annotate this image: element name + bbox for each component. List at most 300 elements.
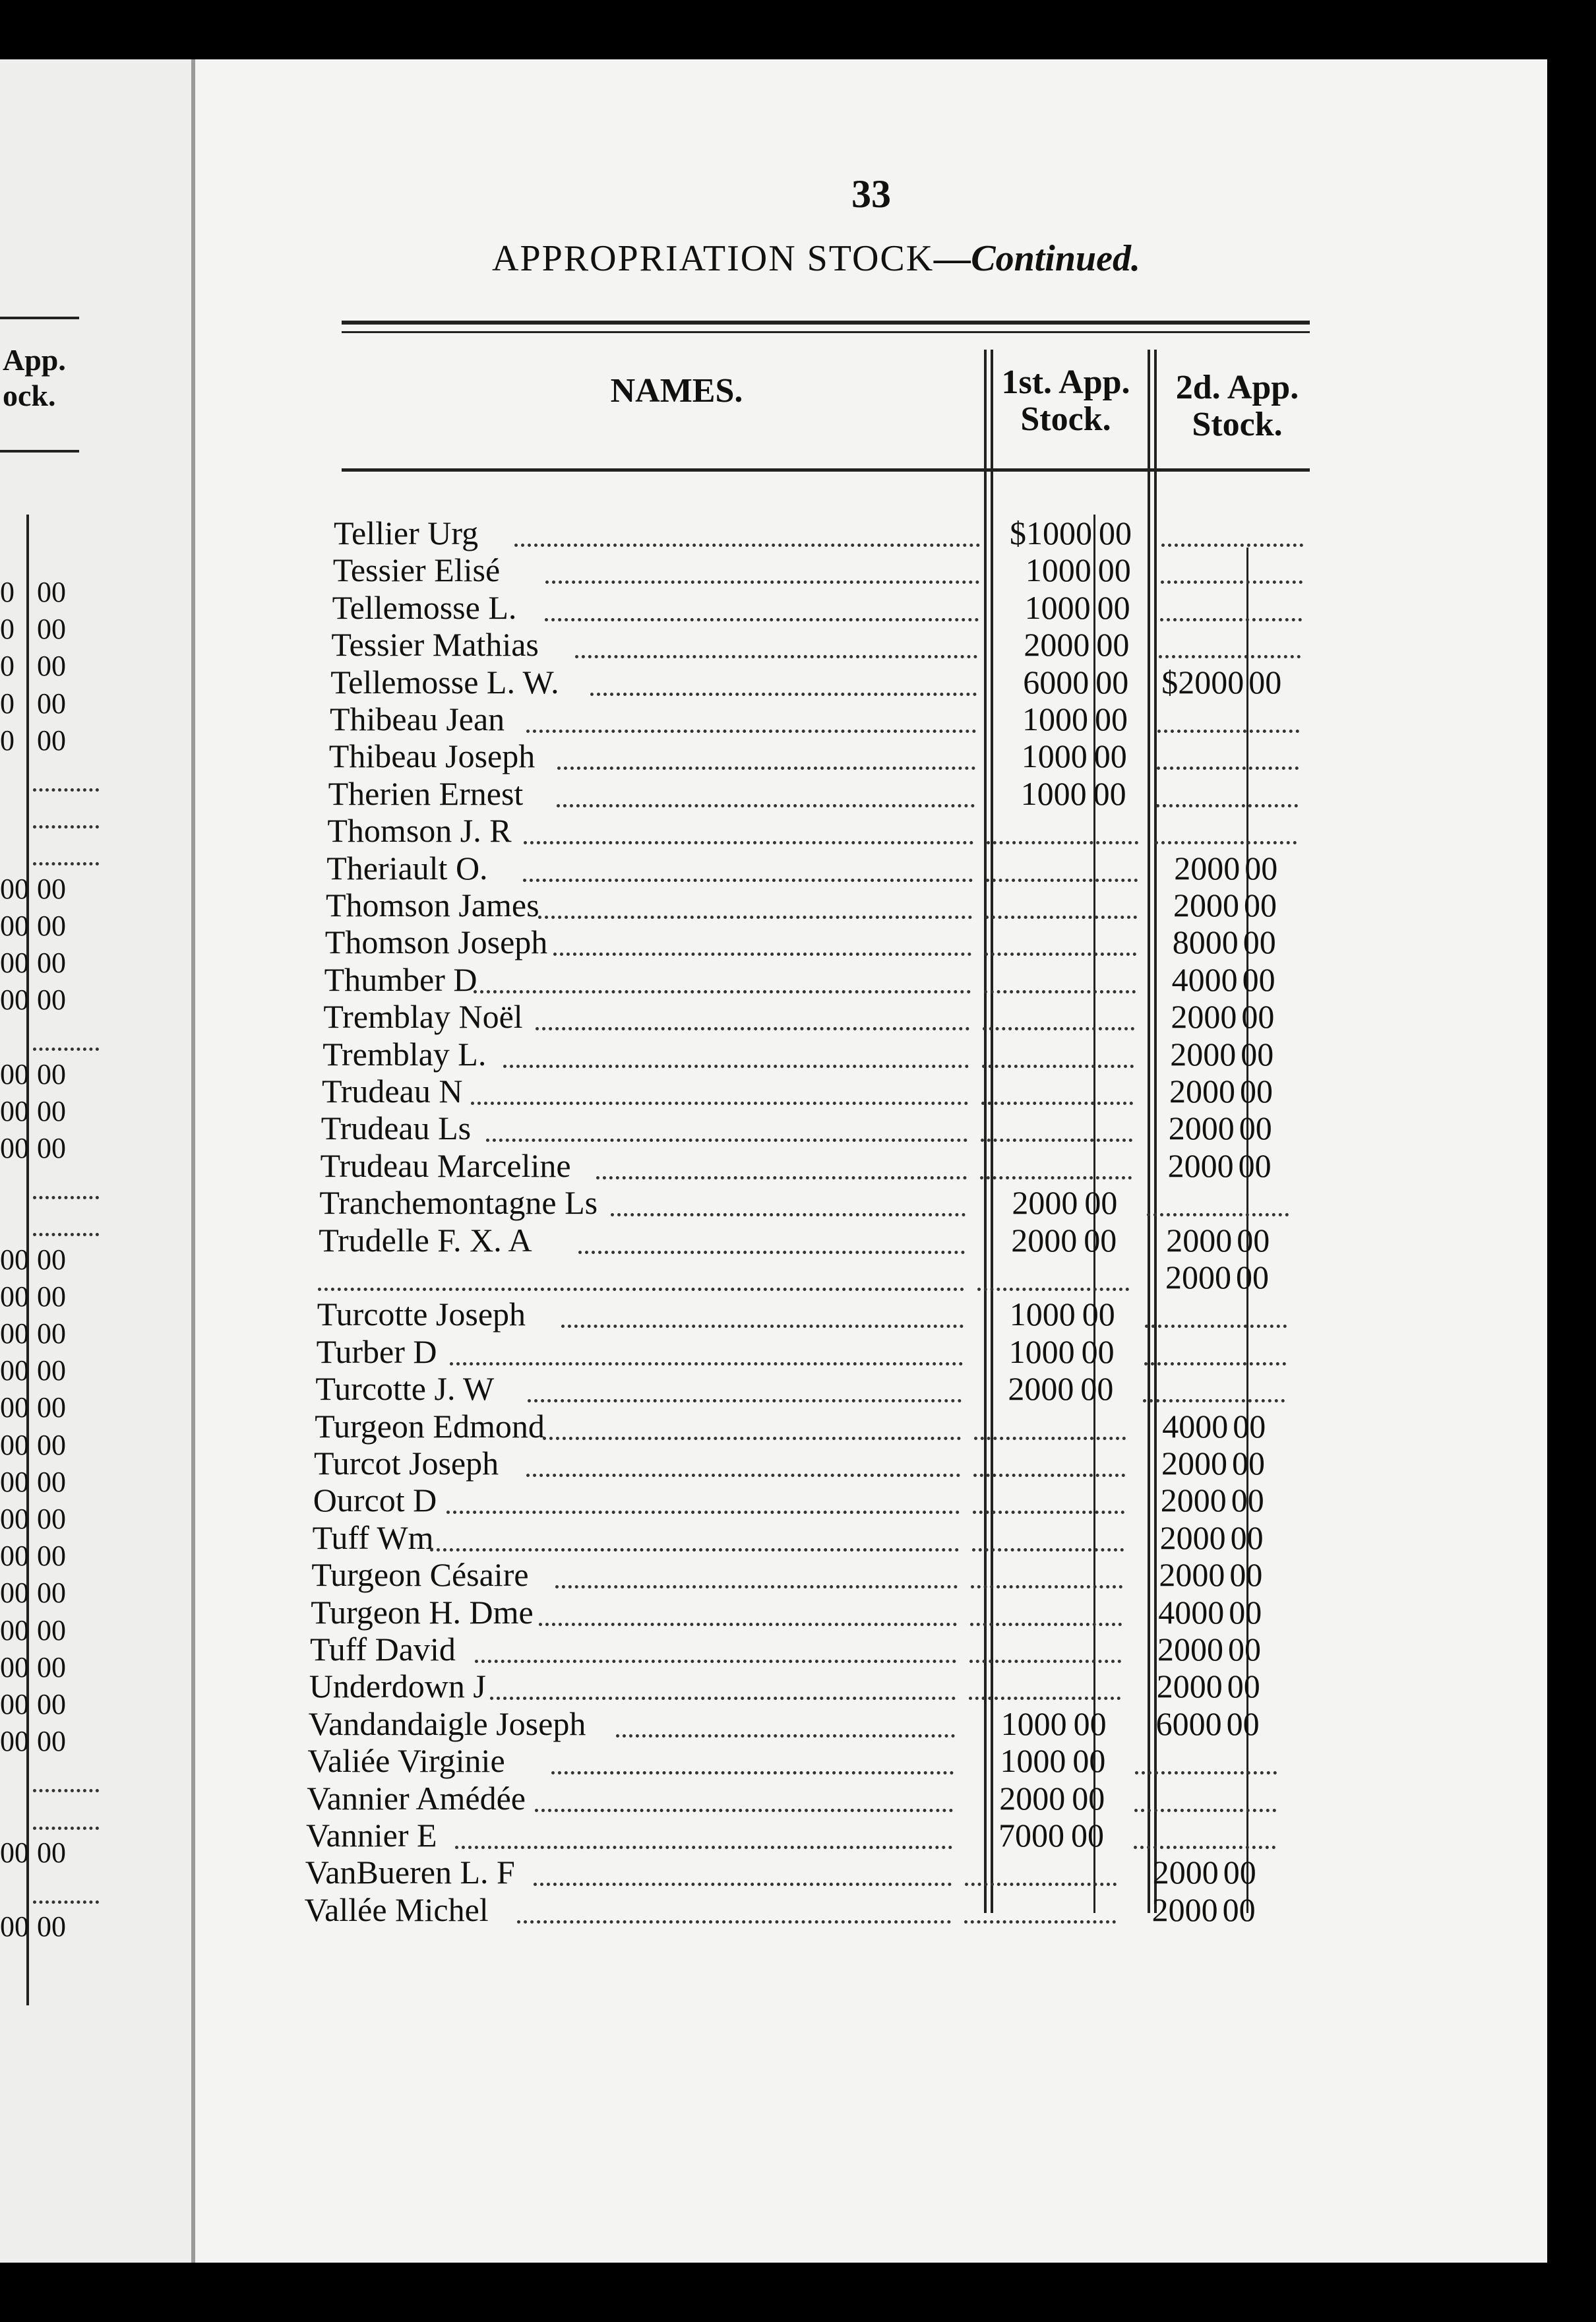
row-leader-dots xyxy=(545,615,979,621)
row-leader-dots xyxy=(590,690,977,696)
facing-page-amount: 00 xyxy=(0,1280,29,1313)
facing-page-amount: 0 xyxy=(0,576,15,608)
facing-page-row xyxy=(0,1649,198,1686)
first-app-empty-dots xyxy=(981,1099,1133,1105)
facing-page-amount: 0 xyxy=(0,613,15,646)
facing-page-row xyxy=(0,1723,198,1760)
row-name: Tellemosse L. W. xyxy=(330,663,559,701)
row-leader-dots xyxy=(553,950,971,956)
facing-page-cents: 00 xyxy=(37,1094,66,1127)
second-app-cents: 00 xyxy=(1223,1854,1256,1891)
second-app-amount: 2000 xyxy=(1157,1631,1223,1668)
table-row xyxy=(334,515,1323,551)
first-app-amount: $1000 xyxy=(1010,515,1092,551)
facing-page-cents: 00 xyxy=(37,1725,66,1758)
facing-page-empty-dots xyxy=(33,1786,99,1792)
facing-page-row xyxy=(0,833,198,870)
second-app-cents: 00 xyxy=(1248,663,1282,701)
row-leader-dots xyxy=(475,1657,956,1663)
first-app-empty-dots xyxy=(977,1285,1129,1291)
row-name: Tellier Urg xyxy=(334,515,479,551)
facing-page-cents: 00 xyxy=(37,687,66,720)
facing-page-row xyxy=(0,1835,198,1871)
facing-page-cents: 00 xyxy=(37,1614,66,1647)
facing-page-row xyxy=(0,685,198,722)
facing-page-amount: 00 xyxy=(0,947,29,979)
first-app-empty-dots xyxy=(973,1508,1124,1514)
second-app-empty-dots xyxy=(1135,1769,1277,1774)
second-app-cents: 00 xyxy=(1230,1519,1264,1556)
second-app-cents: 00 xyxy=(1244,849,1278,887)
facing-page-cents: 00 xyxy=(37,1243,66,1276)
first-app-header-line1: 1st. App. xyxy=(1001,363,1130,401)
first-app-empty-dots xyxy=(982,1062,1134,1068)
facing-page-amount: 00 xyxy=(0,1317,29,1350)
facing-page-cents: 00 xyxy=(37,1503,66,1535)
header-rule-bottom xyxy=(342,468,1310,472)
facing-page-row xyxy=(0,1686,198,1723)
table-row xyxy=(311,1594,1300,1631)
first-app-empty-dots xyxy=(980,1174,1132,1179)
facing-page-cents: 00 xyxy=(37,947,66,979)
facing-page-amount: 00 xyxy=(0,872,29,905)
row-name: Tellemosse L. xyxy=(332,588,517,626)
row-name: Trudelle F. X. A xyxy=(319,1221,532,1259)
second-app-amount: 2000 xyxy=(1151,1891,1218,1928)
table-row xyxy=(317,1296,1306,1333)
row-leader-dots xyxy=(490,1694,956,1700)
row-name: VanBueren L. F xyxy=(305,1854,515,1891)
first-app-empty-dots xyxy=(972,1546,1124,1552)
table-row xyxy=(311,1556,1301,1593)
facing-page-empty-dots xyxy=(33,823,99,829)
row-name: Thomson J. R xyxy=(327,812,512,850)
first-app-header-line2: Stock. xyxy=(1020,400,1111,438)
table-row xyxy=(317,1333,1306,1370)
row-leader-dots xyxy=(526,1471,960,1477)
facing-page-row xyxy=(0,945,198,982)
first-app-amount: 1000 xyxy=(1020,774,1087,812)
row-name: Tranchemontagne Ls xyxy=(319,1184,598,1222)
first-app-cents: 00 xyxy=(1072,1742,1106,1780)
table-row xyxy=(323,998,1312,1035)
facing-page-row xyxy=(0,1389,198,1426)
table-row xyxy=(307,1780,1296,1817)
facing-page-cents: 00 xyxy=(37,576,66,608)
second-app-empty-dots xyxy=(1134,1843,1275,1849)
second-app-cents: 00 xyxy=(1232,1445,1265,1482)
row-leader-dots xyxy=(430,1546,959,1552)
facing-page-cents: 00 xyxy=(37,1650,66,1683)
row-name: Turber D xyxy=(316,1333,437,1370)
second-app-amount: 2000 xyxy=(1159,1556,1225,1594)
facing-page-amount: 00 xyxy=(0,1057,29,1090)
second-app-empty-dots xyxy=(1157,727,1299,733)
second-app-amount: 2000 xyxy=(1160,1482,1227,1519)
table-row xyxy=(322,1073,1311,1110)
facing-page-amount: 00 xyxy=(0,1465,29,1498)
facing-page-amount: 00 xyxy=(0,1354,29,1387)
table-row xyxy=(305,1854,1295,1891)
facing-page-header-line1: App. xyxy=(3,343,66,377)
facing-page-row xyxy=(0,796,198,833)
second-app-empty-dots xyxy=(1134,1806,1276,1812)
facing-page-row xyxy=(0,1501,198,1538)
table-row xyxy=(332,589,1322,626)
first-app-empty-dots xyxy=(965,1880,1117,1886)
row-leader-dots xyxy=(596,1174,967,1179)
first-app-amount: 2000 xyxy=(1012,1184,1078,1222)
row-name: Turcotte J. W xyxy=(315,1370,495,1408)
second-app-empty-dots xyxy=(1161,578,1303,584)
row-name: Tremblay L. xyxy=(322,1035,487,1073)
second-app-amount: 2000 xyxy=(1159,1519,1226,1556)
table-row xyxy=(326,850,1316,887)
second-app-cents: 00 xyxy=(1242,960,1275,998)
facing-page-empty-dots xyxy=(33,1230,99,1236)
second-app-empty-dots xyxy=(1160,615,1302,621)
first-app-empty-dots xyxy=(973,1471,1125,1477)
facing-page-cents: 00 xyxy=(37,1577,66,1610)
second-app-cents: 00 xyxy=(1244,887,1277,924)
facing-page-empty-dots xyxy=(33,860,99,865)
facing-page-row xyxy=(0,1575,198,1612)
page-number: 33 xyxy=(851,172,891,216)
facing-page-row xyxy=(0,1352,198,1389)
page-title-continued: —Continued. xyxy=(934,238,1140,279)
facing-page-amount: 00 xyxy=(0,1428,29,1461)
table-row xyxy=(321,1147,1310,1184)
table-row xyxy=(333,551,1322,588)
second-app-cents: 00 xyxy=(1226,1705,1260,1742)
table-row xyxy=(326,887,1315,924)
first-app-cents: 00 xyxy=(1095,663,1129,701)
first-app-cents: 00 xyxy=(1080,1370,1114,1408)
row-name: Theriault O. xyxy=(326,849,488,887)
row-name: Underdown J xyxy=(309,1668,486,1705)
first-app-empty-dots xyxy=(964,1918,1116,1924)
first-app-cents: 00 xyxy=(1071,1817,1104,1854)
facing-page-amount: 00 xyxy=(0,1650,29,1683)
row-name: Turcotte Joseph xyxy=(317,1296,526,1333)
facing-page-amount: 00 xyxy=(0,1132,29,1164)
facing-page-amount: 00 xyxy=(0,1391,29,1424)
first-app-empty-dots xyxy=(974,1434,1126,1440)
facing-page-cents: 00 xyxy=(37,1391,66,1424)
facing-page-amount: 00 xyxy=(0,1910,29,1943)
first-app-cents: 00 xyxy=(1082,1296,1115,1333)
table-row xyxy=(322,1036,1312,1073)
row-leader-dots xyxy=(535,1806,953,1812)
row-name: Ourcot D xyxy=(313,1482,437,1519)
table-row xyxy=(319,1184,1308,1221)
facing-page-amount: 00 xyxy=(0,984,29,1017)
second-app-cents: 00 xyxy=(1241,1035,1274,1073)
facing-page-row xyxy=(0,1538,198,1575)
facing-page-fragment xyxy=(0,59,198,2263)
second-app-cents: 00 xyxy=(1228,1631,1261,1668)
facing-page-cents: 00 xyxy=(37,613,66,646)
row-leader-dots xyxy=(555,1583,958,1588)
first-app-amount: 2000 xyxy=(1008,1370,1074,1408)
first-app-cents: 00 xyxy=(1084,1184,1118,1222)
second-app-amount: 2000 xyxy=(1173,887,1239,924)
table-row xyxy=(331,626,1320,663)
facing-page-cents: 00 xyxy=(37,1465,66,1498)
facing-page-amount: 0 xyxy=(0,724,15,757)
facing-page-row xyxy=(0,1871,198,1908)
row-leader-dots xyxy=(575,652,977,658)
second-app-amount: 2000 xyxy=(1161,1445,1227,1482)
facing-page-cents: 00 xyxy=(37,1354,66,1387)
second-app-cents: 00 xyxy=(1236,1259,1269,1296)
first-app-amount: 1000 xyxy=(1000,1742,1066,1780)
second-app-amount: 2000 xyxy=(1169,1073,1235,1110)
facing-page-amount: 00 xyxy=(0,1577,29,1610)
row-leader-dots xyxy=(471,1099,968,1105)
facing-page-row xyxy=(0,1315,198,1352)
row-name: Therien Ernest xyxy=(328,774,524,812)
facing-page-cents: 00 xyxy=(37,1836,66,1869)
facing-page-row xyxy=(0,759,198,796)
table-row xyxy=(324,961,1314,998)
second-app-amount: 4000 xyxy=(1158,1593,1225,1631)
facing-page-row xyxy=(0,1130,198,1167)
second-app-cents: 00 xyxy=(1229,1556,1263,1594)
table-row xyxy=(330,701,1319,737)
row-leader-dots xyxy=(616,1732,955,1738)
first-app-empty-dots xyxy=(985,913,1137,919)
first-app-cents: 00 xyxy=(1093,774,1126,812)
row-name: Trudeau Marceline xyxy=(320,1146,571,1184)
second-app-cents: 00 xyxy=(1227,1668,1260,1705)
facing-page-row xyxy=(0,1278,198,1315)
facing-page-row xyxy=(0,1427,198,1464)
facing-page-row xyxy=(0,908,198,945)
first-app-amount: 1000 xyxy=(1025,551,1091,589)
page-title xyxy=(492,237,1140,280)
row-leader-dots xyxy=(557,801,975,807)
facing-page-row xyxy=(0,648,198,685)
row-leader-dots xyxy=(486,1136,967,1142)
facing-page-amount: 00 xyxy=(0,1243,29,1276)
table-row xyxy=(307,1742,1297,1779)
table-row xyxy=(328,775,1318,812)
facing-page-cents: 00 xyxy=(37,1132,66,1164)
first-app-cents: 00 xyxy=(1097,588,1130,626)
facing-page-cents: 00 xyxy=(37,1428,66,1461)
facing-page-cents: 00 xyxy=(37,1280,66,1313)
facing-page-cents: 00 xyxy=(37,1057,66,1090)
table-row xyxy=(313,1482,1303,1519)
row-leader-dots xyxy=(526,727,976,733)
row-name: Vandandaigle Joseph xyxy=(308,1705,586,1742)
first-app-empty-dots xyxy=(969,1694,1120,1700)
facing-page-row xyxy=(0,1464,198,1501)
row-name: Tuff Wm xyxy=(312,1519,434,1556)
row-leader-dots xyxy=(545,578,979,584)
first-app-cents: 00 xyxy=(1095,701,1128,737)
second-app-empty-dots xyxy=(1159,652,1301,658)
second-app-empty-dots xyxy=(1147,1210,1289,1216)
second-app-amount: 2000 xyxy=(1165,1259,1231,1296)
row-leader-dots xyxy=(578,1248,965,1254)
row-name: Trudeau Ls xyxy=(321,1110,472,1147)
table-row xyxy=(310,1631,1299,1668)
first-app-empty-dots xyxy=(983,1024,1134,1030)
facing-page-empty-dots xyxy=(33,1193,99,1199)
table-row xyxy=(306,1817,1295,1854)
second-app-empty-dots xyxy=(1161,541,1303,547)
table-row xyxy=(309,1705,1298,1742)
second-app-header-line1: 2d. App. xyxy=(1175,369,1299,406)
facing-page-amount: 00 xyxy=(0,1094,29,1127)
facing-page-amount: 00 xyxy=(0,1725,29,1758)
first-app-amount: 2000 xyxy=(1011,1221,1078,1259)
first-app-cents: 00 xyxy=(1072,1779,1105,1817)
row-leader-dots xyxy=(446,1508,960,1514)
row-leader-dots xyxy=(536,1024,969,1030)
first-app-empty-dots xyxy=(971,1583,1122,1588)
row-name: Thibeau Jean xyxy=(330,701,505,737)
facing-page-cents: 00 xyxy=(37,1317,66,1350)
facing-page-cents: 00 xyxy=(37,909,66,942)
second-app-cents: 00 xyxy=(1241,998,1275,1036)
first-app-empty-dots xyxy=(981,1136,1132,1142)
row-name: Valiée Virginie xyxy=(307,1742,505,1780)
second-app-cents: 00 xyxy=(1231,1482,1264,1519)
row-leader-dots xyxy=(517,1918,951,1924)
first-app-cents: 00 xyxy=(1096,626,1130,664)
row-name: Turgeon Césaire xyxy=(311,1556,529,1594)
facing-page-amount: 0 xyxy=(0,650,15,683)
row-leader-dots xyxy=(524,838,973,844)
first-app-cents: 00 xyxy=(1097,551,1131,589)
row-leader-dots xyxy=(450,1360,963,1365)
facing-page-amount: 00 xyxy=(0,1540,29,1573)
first-app-amount: 7000 xyxy=(998,1817,1064,1854)
row-leader-dots xyxy=(538,913,972,919)
row-leader-dots xyxy=(455,1843,952,1849)
row-leader-dots xyxy=(557,764,975,770)
facing-page-rule xyxy=(0,450,79,453)
row-name: Thomson James xyxy=(326,887,539,924)
second-app-cents: 00 xyxy=(1239,1110,1272,1147)
table-row xyxy=(315,1408,1304,1445)
first-app-empty-dots xyxy=(984,988,1136,993)
first-app-amount: 1000 xyxy=(1022,701,1088,737)
second-app-amount: 2000 xyxy=(1170,1035,1237,1073)
row-name: Turgeon Edmond xyxy=(315,1407,545,1445)
first-app-empty-dots xyxy=(986,876,1138,882)
second-app-amount: 8000 xyxy=(1172,924,1239,961)
row-name: Tuff David xyxy=(310,1631,456,1668)
facing-page-cents: 00 xyxy=(37,984,66,1017)
first-app-amount: 1000 xyxy=(1021,737,1088,775)
second-app-empty-dots xyxy=(1144,1360,1286,1365)
row-leader-dots xyxy=(503,1062,969,1068)
facing-page-row xyxy=(0,1167,198,1204)
table-row xyxy=(319,1222,1308,1259)
row-name: Vallée Michel xyxy=(304,1891,489,1928)
second-app-empty-dots xyxy=(1155,838,1297,844)
second-app-amount: 2000 xyxy=(1168,1110,1235,1147)
second-app-empty-dots xyxy=(1145,1322,1287,1328)
first-app-cents: 00 xyxy=(1073,1705,1107,1742)
row-name: Tessier Elisé xyxy=(332,551,501,589)
first-app-cents: 00 xyxy=(1093,737,1127,775)
table-row xyxy=(318,1259,1307,1296)
second-app-empty-dots xyxy=(1156,801,1298,807)
second-app-amount: $2000 xyxy=(1161,663,1244,701)
row-leader-dots xyxy=(474,988,971,993)
row-leader-dots xyxy=(543,1434,961,1440)
facing-page-cents: 00 xyxy=(37,1688,66,1720)
table-row xyxy=(325,924,1314,960)
first-app-empty-dots xyxy=(985,950,1136,956)
first-app-cents: 00 xyxy=(1099,515,1132,551)
facing-page-amount: 00 xyxy=(0,1688,29,1720)
facing-page-empty-dots xyxy=(33,786,99,792)
row-leader-dots xyxy=(539,1620,957,1626)
first-app-cents: 00 xyxy=(1081,1333,1115,1370)
first-app-empty-dots xyxy=(969,1657,1121,1663)
table-row xyxy=(309,1668,1299,1705)
table-row xyxy=(327,812,1316,849)
second-app-cents: 00 xyxy=(1237,1221,1270,1259)
first-app-amount: 6000 xyxy=(1023,663,1090,701)
first-app-empty-dots xyxy=(987,838,1138,844)
second-app-cents: 00 xyxy=(1222,1891,1256,1928)
first-app-amount: 1000 xyxy=(1008,1333,1075,1370)
table-row xyxy=(314,1445,1303,1482)
second-app-amount: 2000 xyxy=(1166,1221,1233,1259)
facing-page-row xyxy=(0,1612,198,1649)
second-app-amount: 4000 xyxy=(1162,1407,1229,1445)
row-name: Tremblay Noël xyxy=(323,998,523,1036)
row-leader-dots xyxy=(523,876,973,882)
table-row xyxy=(305,1891,1294,1928)
second-app-header-line2: Stock. xyxy=(1192,406,1283,443)
facing-page-amount: 00 xyxy=(0,1614,29,1647)
first-app-amount: 1000 xyxy=(1009,1296,1076,1333)
first-app-cents: 00 xyxy=(1084,1221,1117,1259)
second-app-empty-dots xyxy=(1157,764,1299,770)
facing-page-header-line2: ock. xyxy=(3,379,56,412)
table-row xyxy=(315,1370,1304,1407)
facing-page-row xyxy=(0,1093,198,1130)
facing-page-row xyxy=(0,871,198,908)
second-app-amount: 2000 xyxy=(1156,1668,1223,1705)
row-name: Turgeon H. Dme xyxy=(311,1593,534,1631)
second-app-cents: 00 xyxy=(1233,1407,1266,1445)
second-app-cents: 00 xyxy=(1238,1146,1272,1184)
header-rule-top-thin xyxy=(342,331,1310,333)
second-app-amount: 2000 xyxy=(1174,849,1241,887)
facing-page-cents: 00 xyxy=(37,1910,66,1943)
table-row xyxy=(330,664,1320,701)
row-name: Thibeau Joseph xyxy=(328,737,536,775)
facing-page-amount: 00 xyxy=(0,1503,29,1535)
facing-page-row xyxy=(0,611,198,648)
row-name: Thomson Joseph xyxy=(324,924,548,961)
second-app-empty-dots xyxy=(1143,1396,1285,1402)
facing-page-row xyxy=(0,1908,198,1945)
second-app-cents: 00 xyxy=(1243,924,1276,961)
facing-page-amount: 00 xyxy=(0,1836,29,1869)
facing-page-row xyxy=(0,1056,198,1093)
second-app-cents: 00 xyxy=(1240,1073,1273,1110)
